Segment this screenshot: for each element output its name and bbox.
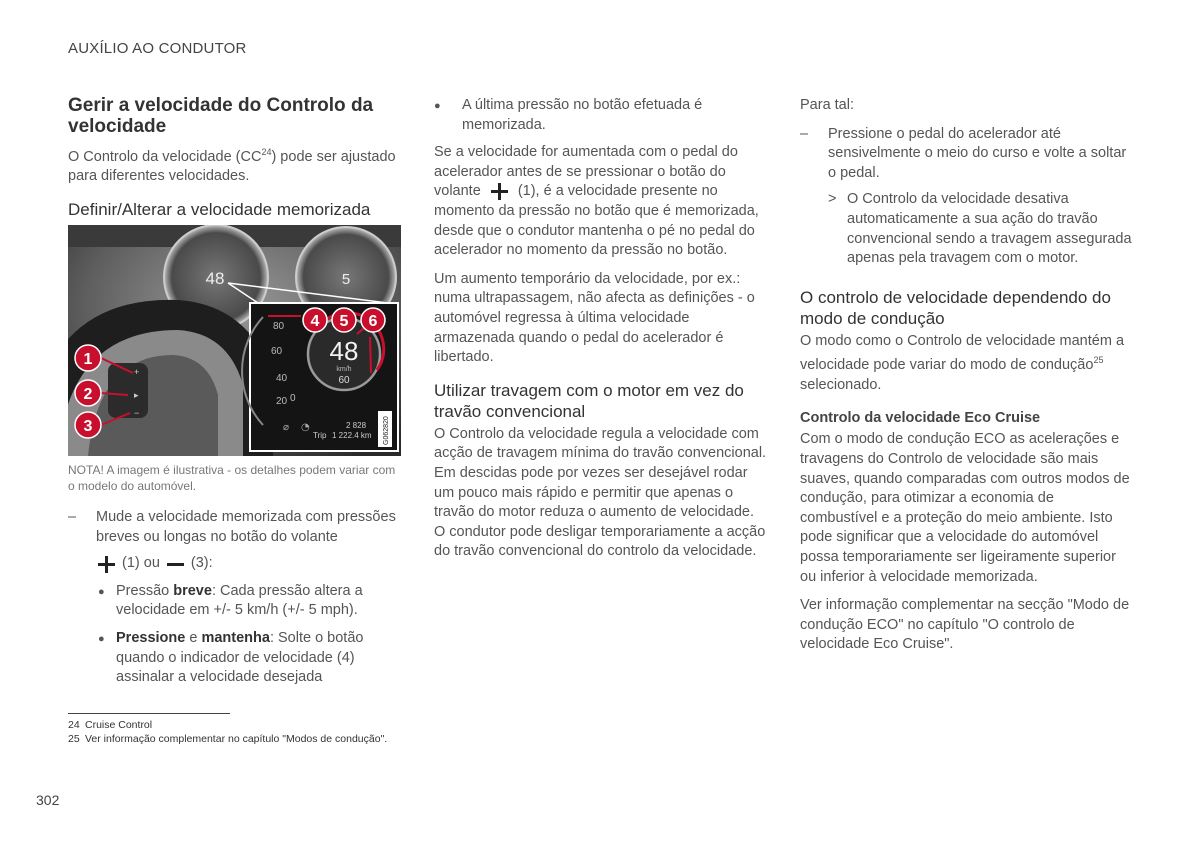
instruction-step: – Pressione o pedal do acelerador até sensivelmente o meio do curso e volte a soltar o pedal.	[800, 125, 1135, 184]
page-header: AUXÍLIO AO CONDUTOR	[68, 40, 247, 57]
svg-text:−: −	[134, 408, 140, 419]
footnote-ref-24[interactable]: 24	[261, 147, 272, 157]
plus-button-icon	[491, 183, 508, 200]
subsection-title: Definir/Alterar a velocidade memorizada	[68, 200, 371, 220]
result-item: > O Controlo da velocidade desativa automaticamente a sua ação do travão convencional sendo a travagem assegurada apenas pela travagem com o motor.	[828, 190, 1135, 268]
bullet-item: ● A última pressão no botão efetuada é memorizada.	[434, 96, 769, 135]
zoom-unit: km/h	[336, 366, 352, 374]
svg-text:2: 2	[83, 386, 93, 404]
intro-paragraph: O Controlo da velocidade (CC$^{24}$) pode ser ajustado para diferentes velocidades.	[68, 147, 396, 185]
bullet-icon: ●	[98, 585, 105, 598]
paragraph: O Controlo da velocidade regula a velocidade com acção de travagem mínima do travão convencional. Em descidas pode por vezes ser desejável rodar um pouco mais rápido e permitir que apenas o travão do motor reduza o aumento de velocidade. O condutor pode desligar temporariamente a acção do travão convencional do controlo da velocidade.	[434, 425, 767, 560]
trip-bottom: 1 222.4 km	[332, 431, 372, 441]
page-number: 302	[36, 792, 60, 808]
result-marker: >	[828, 191, 837, 208]
bullet-item: ● Pressão breve: Cada pressão altera a velocidade em +/- 5 km/h (+/- 5 mph).	[98, 582, 403, 621]
column-middle	[434, 96, 769, 571]
tick-label: 60	[271, 346, 283, 358]
tick-label: 80	[273, 321, 285, 333]
trip-label: Trip	[313, 431, 327, 441]
dashboard-image	[68, 225, 401, 456]
paragraph: O modo como o Controlo de velocidade mantém a velocidade pode variar do modo de condução$^{25}$ selecionado.	[800, 332, 1125, 393]
svg-text:▸: ▸	[134, 390, 139, 401]
svg-text:5: 5	[339, 313, 349, 331]
column-left	[68, 95, 403, 696]
footnote: 25 Ver informação complementar no capítulo "Modos de condução".	[68, 733, 388, 745]
button-reference-line: (1) ou (3):	[98, 554, 403, 574]
dash-marker: –	[800, 125, 809, 142]
paragraph: Com o modo de condução ECO as acelerações e travagens do Controlo de velocidade são mais suaves, quando comparadas com outros modos de condução, para otimizar a economia de combustível e a proteção do meio ambiente. Isto pode significar que a velocidade do automóvel possa temporariamente ser ligeiramente superior ou inferior à velocidade memorizada.	[800, 431, 1130, 585]
bullet-icon: ●	[98, 632, 105, 645]
bullet-item: ● Pressione e mantenha: Solte o botão quando o indicador de velocidade (4) assinalar a velocidade desejada	[98, 629, 403, 688]
dash-marker: –	[68, 509, 77, 526]
tick-label: 20	[276, 396, 288, 408]
eco-icon: ⌀	[283, 422, 290, 434]
bullet-icon: ●	[434, 100, 441, 112]
zoom-set-speed: 60	[338, 375, 350, 387]
column-right	[800, 96, 1135, 664]
callout-4	[303, 308, 327, 332]
svg-text:1: 1	[83, 351, 93, 369]
callout-1	[75, 345, 101, 371]
trip-top: 2 828	[346, 421, 367, 431]
tick-label: 0	[290, 393, 296, 405]
zoom-speed: 48	[329, 336, 359, 367]
paragraph: Ver informação complementar na secção "Modo de condução ECO" no capítulo "O controlo de velocidade Eco Cruise".	[800, 597, 1130, 653]
footnote: 24 Cruise Control	[68, 719, 153, 731]
image-code: G062820	[383, 416, 390, 446]
tick-label: 40	[276, 373, 288, 385]
paragraph: Para tal:	[800, 97, 854, 113]
callout-6	[361, 308, 385, 332]
callout-5	[332, 308, 356, 332]
footnote-divider	[68, 713, 230, 714]
section-title: Gerir a velocidade do Controlo da velocidade	[68, 95, 374, 137]
subsection-title: O controlo de velocidade dependendo do modo de condução	[800, 287, 1111, 328]
callout-2	[75, 380, 101, 406]
minus-button-icon	[167, 556, 184, 573]
instruction-step: – Mude a velocidade memorizada com pressões breves ou longas no botão do volante	[68, 508, 403, 547]
callout-3	[75, 412, 101, 438]
footnote-ref-25[interactable]: 25	[1093, 355, 1104, 366]
left-gauge-value: 48	[205, 269, 225, 289]
figure-caption: NOTA! A imagem é ilustrativa - os detalhes podem variar com o modelo do automóvel.	[68, 463, 396, 494]
dashboard-illustration	[68, 225, 401, 456]
subheading: Controlo da velocidade Eco Cruise	[800, 410, 1041, 427]
paragraph: Um aumento temporário da velocidade, por ex.: numa ultrapassagem, não afecta as definições - o automóvel regressa à última velocidade armazenada quando o pedal do acelerador é libertado.	[434, 270, 755, 366]
svg-text:4: 4	[310, 313, 320, 331]
subsection-title: Utilizar travagem com o motor em vez do travão convencional	[434, 380, 744, 421]
right-gauge-value: 5	[341, 271, 351, 289]
paragraph: Se a velocidade for aumentada com o pedal do acelerador antes de se pressionar o botão do volante (1), é a velocidade presente no momento da pressão no botão que é memorizada, desde que o condutor mantenha o pé no pedal do acelerador no momento da pressão no botão.	[434, 144, 759, 259]
plus-button-icon	[98, 556, 115, 573]
svg-text:3: 3	[83, 418, 93, 436]
cruise-icon: ◔	[301, 422, 310, 434]
svg-text:6: 6	[368, 313, 378, 331]
svg-text:+: +	[134, 367, 140, 378]
